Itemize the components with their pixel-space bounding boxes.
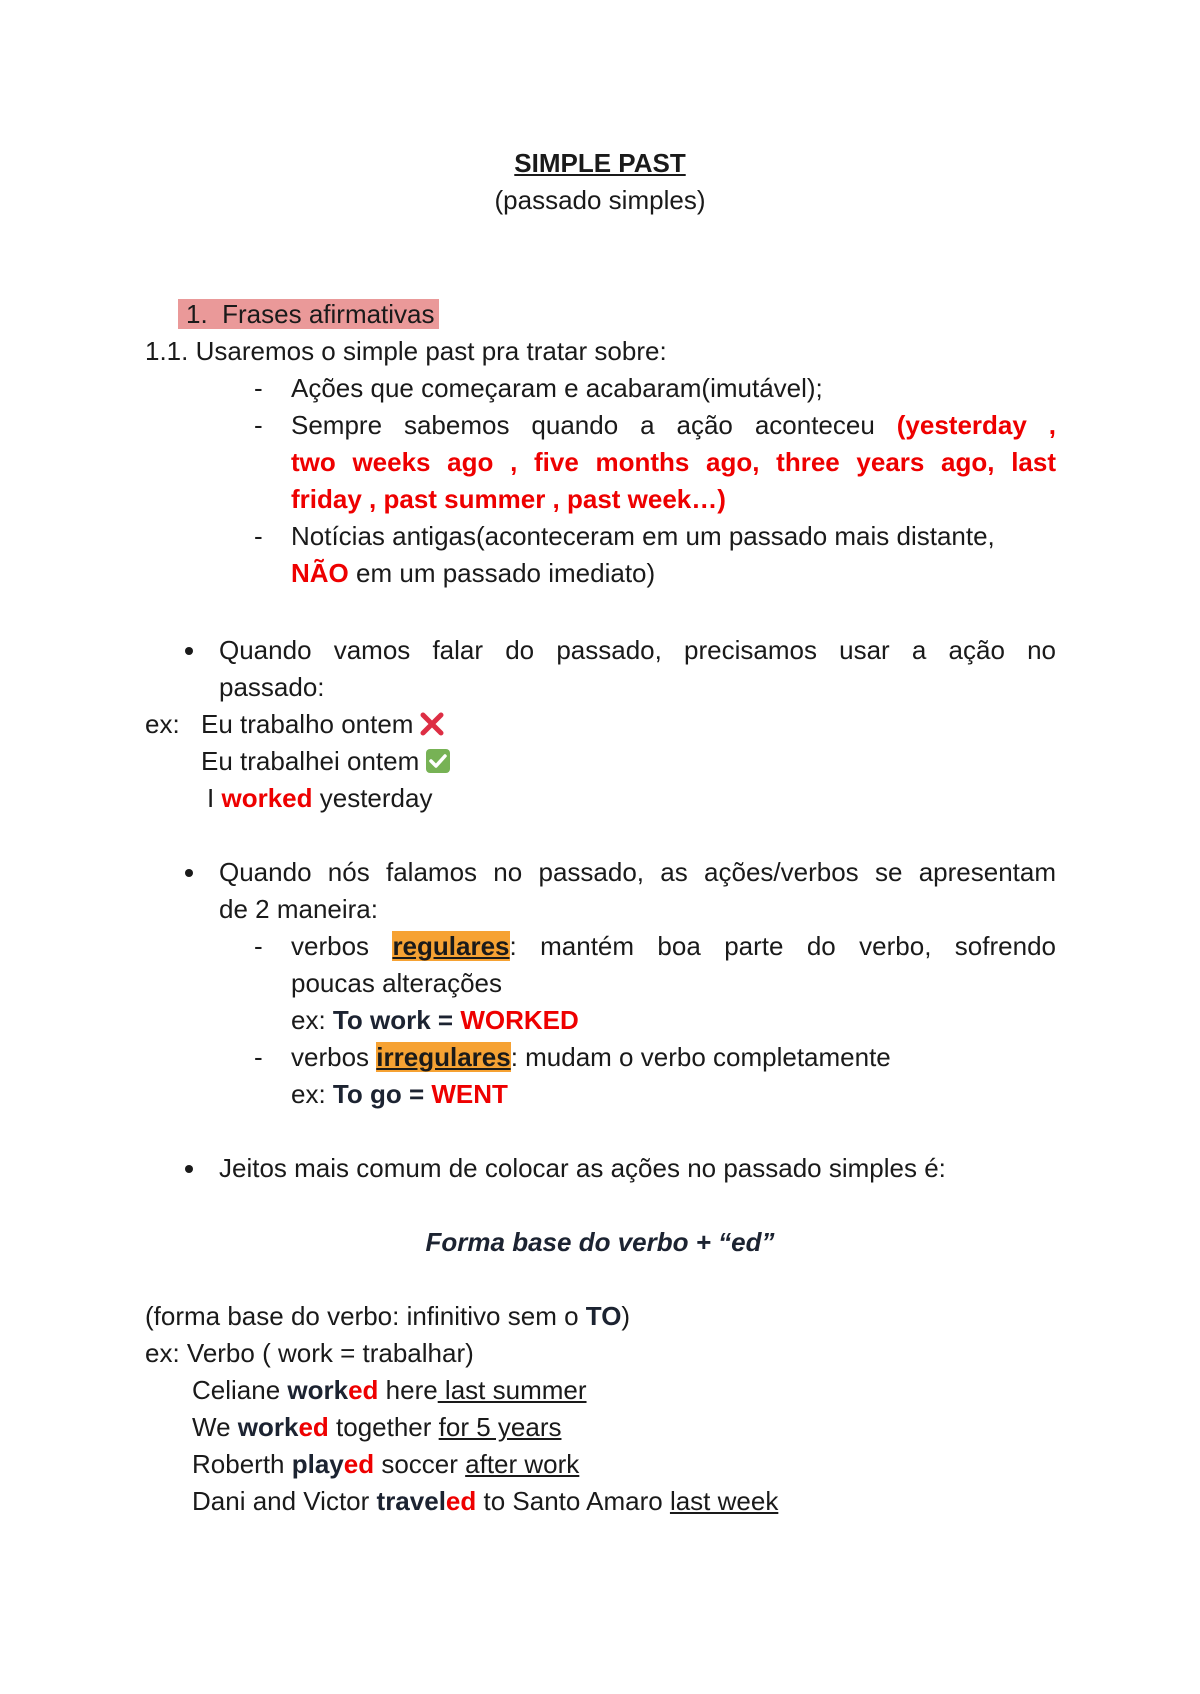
dash-item-2-line-1: Sempre sabemos quando a ação aconteceu (yesterday ,	[291, 410, 1056, 440]
examples-intro: ex: Verbo ( work = trabalhar)	[145, 1338, 474, 1368]
regular-verbs-example: ex: To work = WORKED	[291, 1005, 579, 1035]
example-row: Celiane worked here last summer	[192, 1375, 587, 1405]
bullet-marker	[185, 647, 193, 655]
example-right: Eu trabalhei ontem	[201, 743, 451, 780]
example-row: We worked together for 5 years	[192, 1412, 562, 1442]
base-form-note: (forma base do verbo: infinitivo sem o TO)	[145, 1301, 631, 1331]
example-wrong: Eu trabalho ontem	[201, 706, 445, 743]
bullet-2-line-1: Quando nós falamos no passado, as ações/verbos se apresentam	[219, 857, 1056, 887]
regular-verbs-line-2: poucas alterações	[291, 968, 503, 998]
irregular-highlight: irregulares	[376, 1042, 511, 1072]
dash-item-1: Ações que começaram e acabaram(imutável);	[291, 373, 823, 403]
dash-marker: -	[254, 931, 263, 961]
irregular-verbs-line-1: verbos irregulares: mudam o verbo completamente	[291, 1042, 891, 1072]
page-title: SIMPLE PAST	[514, 148, 686, 178]
dash-item-2-line-3: friday , past summer , past week…)	[291, 484, 726, 514]
dash-marker: -	[254, 1042, 263, 1072]
dash-marker: -	[254, 521, 263, 551]
example-prefix: ex:	[145, 709, 180, 739]
example-row: Roberth played soccer after work	[192, 1449, 580, 1479]
bullet-1-line-2: passado:	[219, 672, 325, 702]
example-english: I worked yesterday	[207, 783, 433, 813]
dash-item-2-line-2: two weeks ago , five months ago, three years ago, last	[291, 447, 1056, 477]
dash-marker: -	[254, 373, 263, 403]
bullet-2-line-2: de 2 maneira:	[219, 894, 378, 924]
formula: Forma base do verbo + “ed”	[425, 1227, 775, 1257]
page-subtitle: (passado simples)	[494, 185, 706, 215]
example-row: Dani and Victor traveled to Santo Amaro last week	[192, 1486, 779, 1516]
bullet-marker	[185, 869, 193, 877]
regular-highlight: regulares	[392, 931, 510, 961]
section-heading-highlight: 1. Frases afirmativas	[178, 299, 439, 329]
section-heading	[178, 296, 439, 333]
dash-marker: -	[254, 410, 263, 440]
dash-item-3-line-2: NÃO em um passado imediato)	[291, 558, 656, 588]
bullet-1-line-1: Quando vamos falar do passado, precisamos usar a ação no	[219, 635, 1056, 665]
bullet-3-line: Jeitos mais comum de colocar as ações no passado simples é:	[219, 1153, 946, 1183]
irregular-verbs-example: ex: To go = WENT	[291, 1079, 508, 1109]
cross-mark-icon	[419, 711, 445, 737]
subsection-line: 1.1. Usaremos o simple past pra tratar sobre:	[145, 336, 667, 366]
dash-item-3-line-1: Notícias antigas(aconteceram em um passado mais distante,	[291, 521, 995, 551]
regular-verbs-line-1: verbos regulares: mantém boa parte do verbo, sofrendo	[291, 931, 1056, 961]
bullet-marker	[185, 1165, 193, 1173]
check-mark-icon	[425, 748, 451, 774]
